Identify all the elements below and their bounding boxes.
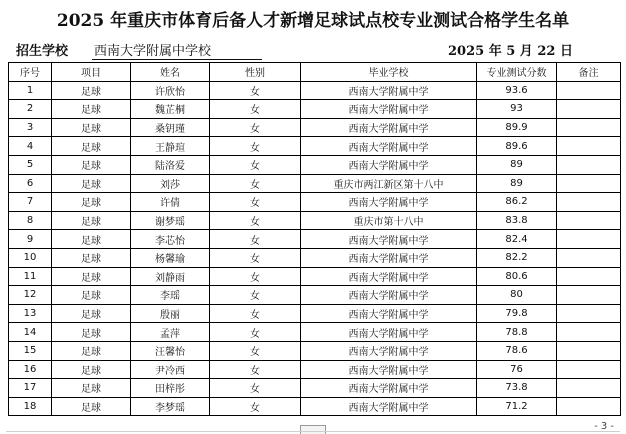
cell-sport: 足球 <box>52 397 131 416</box>
cell-remarks <box>557 230 621 249</box>
cell-name: 田梓彤 <box>131 379 210 398</box>
cell-sport: 足球 <box>52 379 131 398</box>
cell-gender: 女 <box>210 379 301 398</box>
cell-remarks <box>557 267 621 286</box>
cell-score: 71.2 <box>477 397 557 416</box>
cell-score: 78.8 <box>477 323 557 342</box>
cell-remarks <box>557 304 621 323</box>
cell-score: 73.8 <box>477 379 557 398</box>
header-sport: 项目 <box>52 63 131 82</box>
cell-score: 89 <box>477 174 557 193</box>
cell-remarks <box>557 211 621 230</box>
cell-sport: 足球 <box>52 323 131 342</box>
cell-sport: 足球 <box>52 248 131 267</box>
cell-school: 西南大学附属中学 <box>301 341 477 360</box>
cell-sport: 足球 <box>52 286 131 305</box>
table-row <box>9 397 621 416</box>
table-row <box>9 137 621 156</box>
cell-index: 17 <box>9 379 52 398</box>
cell-school: 西南大学附属中学 <box>301 286 477 305</box>
cell-name: 李芯怡 <box>131 230 210 249</box>
cell-name: 王静瑄 <box>131 137 210 156</box>
cell-score: 76 <box>477 360 557 379</box>
cell-score: 89 <box>477 155 557 174</box>
cell-sport: 足球 <box>52 341 131 360</box>
cell-score: 93 <box>477 100 557 119</box>
cell-school: 西南大学附属中学 <box>301 137 477 156</box>
header-score: 专业测试分数 <box>477 63 557 82</box>
cell-index: 11 <box>9 267 52 286</box>
cell-school: 西南大学附属中学 <box>301 379 477 398</box>
cell-name: 许欣怡 <box>131 81 210 100</box>
cell-remarks <box>557 397 621 416</box>
cell-school: 西南大学附属中学 <box>301 155 477 174</box>
cell-name: 孟萍 <box>131 323 210 342</box>
table-row <box>9 81 621 100</box>
cell-index: 13 <box>9 304 52 323</box>
cell-index: 8 <box>9 211 52 230</box>
cell-school: 西南大学附属中学 <box>301 360 477 379</box>
cell-school: 西南大学附属中学 <box>301 230 477 249</box>
cell-gender: 女 <box>210 360 301 379</box>
cell-name: 桑钥瑾 <box>131 118 210 137</box>
cell-index: 16 <box>9 360 52 379</box>
cell-remarks <box>557 323 621 342</box>
table-row <box>9 155 621 174</box>
cell-name: 许倩 <box>131 193 210 212</box>
cell-gender: 女 <box>210 397 301 416</box>
cell-gender: 女 <box>210 323 301 342</box>
cell-gender: 女 <box>210 267 301 286</box>
table-row <box>9 360 621 379</box>
cell-remarks <box>557 341 621 360</box>
cell-sport: 足球 <box>52 267 131 286</box>
cell-gender: 女 <box>210 155 301 174</box>
header-gender: 性别 <box>210 63 301 82</box>
cell-score: 89.9 <box>477 118 557 137</box>
cell-index: 6 <box>9 174 52 193</box>
cell-name: 陆洛爱 <box>131 155 210 174</box>
header-school: 毕业学校 <box>301 63 477 82</box>
cell-score: 80 <box>477 286 557 305</box>
cell-score: 82.2 <box>477 248 557 267</box>
cell-remarks <box>557 379 621 398</box>
cell-name: 刘静雨 <box>131 267 210 286</box>
cell-remarks <box>557 193 621 212</box>
cell-index: 3 <box>9 118 52 137</box>
cell-score: 89.6 <box>477 137 557 156</box>
cell-name: 谢梦瑶 <box>131 211 210 230</box>
cell-gender: 女 <box>210 174 301 193</box>
header-name: 姓名 <box>131 63 210 82</box>
table-row <box>9 304 621 323</box>
cell-name: 殷丽 <box>131 304 210 323</box>
cell-school: 西南大学附属中学 <box>301 304 477 323</box>
cell-name: 李瑶 <box>131 286 210 305</box>
cell-gender: 女 <box>210 100 301 119</box>
cell-name: 李梦瑶 <box>131 397 210 416</box>
cell-name: 魏芷桐 <box>131 100 210 119</box>
cell-sport: 足球 <box>52 174 131 193</box>
page-number: - 3 - <box>594 421 614 432</box>
school-info-line <box>8 38 618 58</box>
cell-score: 83.8 <box>477 211 557 230</box>
cell-sport: 足球 <box>52 230 131 249</box>
cell-school: 西南大学附属中学 <box>301 248 477 267</box>
cell-score: 80.6 <box>477 267 557 286</box>
header-remarks: 备注 <box>557 63 621 82</box>
cell-index: 1 <box>9 81 52 100</box>
cell-index: 2 <box>9 100 52 119</box>
table-row <box>9 211 621 230</box>
cell-score: 93.6 <box>477 81 557 100</box>
cell-sport: 足球 <box>52 118 131 137</box>
table-row <box>9 248 621 267</box>
table-row <box>9 323 621 342</box>
school-label: 招生学校 <box>16 44 69 59</box>
school-name: 西南大学附属中学校 <box>92 40 262 60</box>
cell-index: 4 <box>9 137 52 156</box>
cell-sport: 足球 <box>52 360 131 379</box>
cell-sport: 足球 <box>52 137 131 156</box>
student-list-table <box>8 62 621 416</box>
cell-name: 杨馨瑜 <box>131 248 210 267</box>
cell-school: 西南大学附属中学 <box>301 323 477 342</box>
table-row <box>9 267 621 286</box>
table-row <box>9 341 621 360</box>
table-row <box>9 174 621 193</box>
cell-school: 西南大学附属中学 <box>301 100 477 119</box>
cell-index: 12 <box>9 286 52 305</box>
cell-name: 尹冷西 <box>131 360 210 379</box>
cell-remarks <box>557 137 621 156</box>
table-row <box>9 100 621 119</box>
cell-index: 5 <box>9 155 52 174</box>
cell-sport: 足球 <box>52 155 131 174</box>
cell-remarks <box>557 174 621 193</box>
cell-sport: 足球 <box>52 193 131 212</box>
cell-gender: 女 <box>210 193 301 212</box>
cell-school: 西南大学附属中学 <box>301 193 477 212</box>
cell-score: 79.8 <box>477 304 557 323</box>
cell-index: 18 <box>9 397 52 416</box>
page-edge-divider <box>6 431 620 432</box>
table-row <box>9 193 621 212</box>
cell-remarks <box>557 81 621 100</box>
cell-index: 10 <box>9 248 52 267</box>
cell-name: 汪馨怡 <box>131 341 210 360</box>
document-title: 2025 年重庆市体育后备人才新增足球试点校专业测试合格学生名单 <box>56 11 570 31</box>
cell-score: 78.6 <box>477 341 557 360</box>
cell-gender: 女 <box>210 81 301 100</box>
cell-gender: 女 <box>210 137 301 156</box>
cell-gender: 女 <box>210 341 301 360</box>
cell-sport: 足球 <box>52 81 131 100</box>
cell-school: 重庆市第十八中 <box>301 211 477 230</box>
cell-school: 西南大学附属中学 <box>301 397 477 416</box>
cell-remarks <box>557 118 621 137</box>
cell-index: 15 <box>9 341 52 360</box>
cell-school: 西南大学附属中学 <box>301 118 477 137</box>
cell-remarks <box>557 100 621 119</box>
cell-gender: 女 <box>210 230 301 249</box>
cell-school: 西南大学附属中学 <box>301 81 477 100</box>
table-row <box>9 230 621 249</box>
cell-remarks <box>557 286 621 305</box>
cell-gender: 女 <box>210 248 301 267</box>
table-row <box>9 286 621 305</box>
table-header-row <box>9 63 621 82</box>
cell-gender: 女 <box>210 286 301 305</box>
cell-sport: 足球 <box>52 211 131 230</box>
cell-school: 西南大学附属中学 <box>301 267 477 286</box>
cell-school: 重庆市两江新区第十八中 <box>301 174 477 193</box>
table-row <box>9 118 621 137</box>
cell-sport: 足球 <box>52 100 131 119</box>
cell-gender: 女 <box>210 211 301 230</box>
table-row <box>9 379 621 398</box>
cell-gender: 女 <box>210 118 301 137</box>
cell-score: 82.4 <box>477 230 557 249</box>
cell-index: 14 <box>9 323 52 342</box>
document-date: 2025 年 5 月 22 日 <box>448 44 573 59</box>
cell-gender: 女 <box>210 304 301 323</box>
cell-name: 刘莎 <box>131 174 210 193</box>
cell-score: 86.2 <box>477 193 557 212</box>
cell-remarks <box>557 360 621 379</box>
table-body <box>9 81 621 416</box>
cell-remarks <box>557 248 621 267</box>
cell-index: 9 <box>9 230 52 249</box>
cell-remarks <box>557 155 621 174</box>
cell-sport: 足球 <box>52 304 131 323</box>
cell-index: 7 <box>9 193 52 212</box>
header-index: 序号 <box>9 63 52 82</box>
